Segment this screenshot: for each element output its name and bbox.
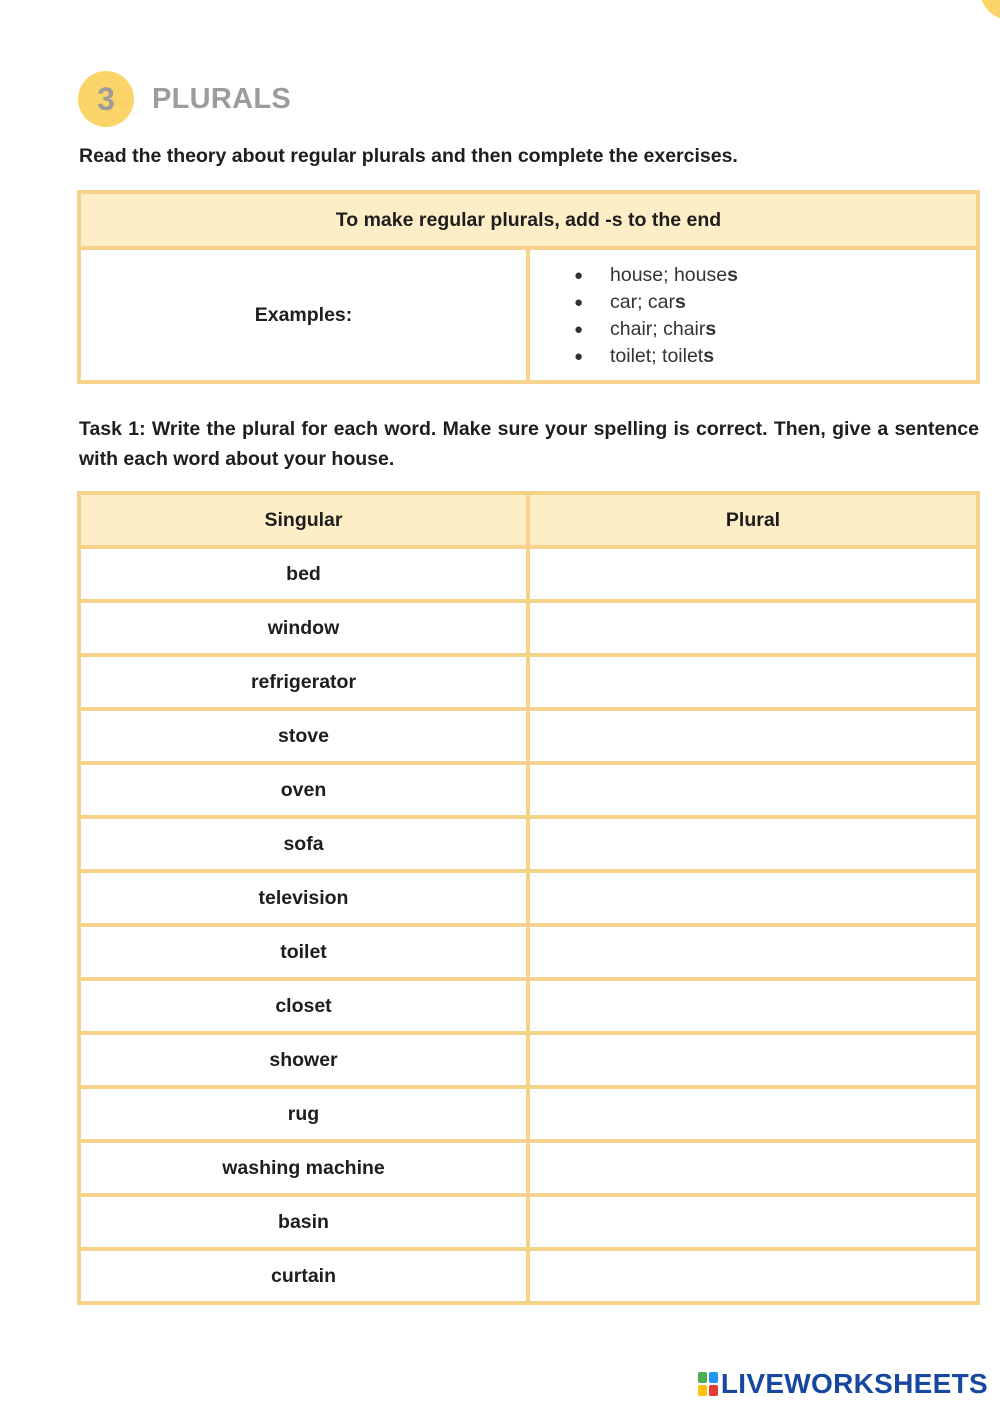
- theory-header: To make regular plurals, add -s to the end: [81, 194, 976, 246]
- plural-answer-field[interactable]: [530, 1197, 976, 1247]
- plural-answer-field[interactable]: [530, 873, 976, 923]
- plural-answer-field[interactable]: [530, 927, 976, 977]
- examples-label: Examples:: [81, 250, 526, 380]
- singular-word-cell: washing machine: [81, 1143, 526, 1193]
- logo-text: LIVEWORKSHEETS: [720, 1368, 988, 1399]
- section-title: PLURALS: [152, 82, 292, 115]
- singular-word-cell: rug: [81, 1089, 526, 1139]
- singular-word-cell: window: [81, 603, 526, 653]
- example-suffix: s: [705, 318, 717, 340]
- vocabulary-table: [77, 491, 980, 1305]
- liveworksheets-logo: [698, 1368, 988, 1400]
- example-item: [574, 289, 976, 316]
- singular-word-cell: toilet: [81, 927, 526, 977]
- bullet-icon: ●: [574, 267, 584, 284]
- examples-list: [530, 250, 976, 380]
- bullet-icon: ●: [574, 321, 584, 338]
- singular-word-cell: stove: [81, 711, 526, 761]
- example-text: car; car: [610, 291, 676, 313]
- theory-table: [77, 190, 980, 384]
- singular-word-cell: shower: [81, 1035, 526, 1085]
- plural-answer-field[interactable]: [530, 549, 976, 599]
- plural-answer-field[interactable]: [530, 711, 976, 761]
- singular-word-cell: closet: [81, 981, 526, 1031]
- plural-answer-field[interactable]: [530, 981, 976, 1031]
- singular-word-cell: basin: [81, 1197, 526, 1247]
- singular-word-cell: television: [81, 873, 526, 923]
- singular-word-cell: refrigerator: [81, 657, 526, 707]
- singular-word-cell: oven: [81, 765, 526, 815]
- instruction-text: Read the theory about regular plurals and then complete the exercises.: [79, 145, 738, 167]
- plural-answer-field[interactable]: [530, 1251, 976, 1301]
- singular-word-cell: sofa: [81, 819, 526, 869]
- plural-header: Plural: [530, 495, 976, 545]
- example-text: toilet; toilet: [610, 345, 704, 367]
- example-item: [574, 262, 976, 289]
- example-suffix: s: [703, 345, 715, 367]
- example-item: [574, 343, 976, 370]
- liveworksheets-logo-icon: [698, 1372, 718, 1396]
- plural-answer-field[interactable]: [530, 1089, 976, 1139]
- singular-word-cell: bed: [81, 549, 526, 599]
- example-suffix: s: [727, 264, 738, 286]
- singular-header: Singular: [81, 495, 526, 545]
- plural-answer-field[interactable]: [530, 603, 976, 653]
- bullet-icon: ●: [574, 294, 584, 311]
- plural-answer-field[interactable]: [530, 765, 976, 815]
- plural-answer-field[interactable]: [530, 819, 976, 869]
- plural-answer-field[interactable]: [530, 657, 976, 707]
- section-header: [78, 70, 291, 128]
- example-item: [574, 316, 976, 343]
- example-text: house; house: [610, 264, 728, 286]
- example-suffix: s: [675, 291, 686, 313]
- plural-answer-field[interactable]: [530, 1035, 976, 1085]
- bullet-icon: ●: [574, 348, 584, 365]
- task-instruction: Task 1: Write the plural for each word. Make sure your spelling is correct. Then, give a sentence with each word about your house.: [79, 418, 979, 470]
- example-text: chair; chair: [610, 318, 706, 340]
- section-number-badge: 3: [78, 71, 134, 127]
- corner-decoration: [980, 0, 1000, 20]
- plural-answer-field[interactable]: [530, 1143, 976, 1193]
- singular-word-cell: curtain: [81, 1251, 526, 1301]
